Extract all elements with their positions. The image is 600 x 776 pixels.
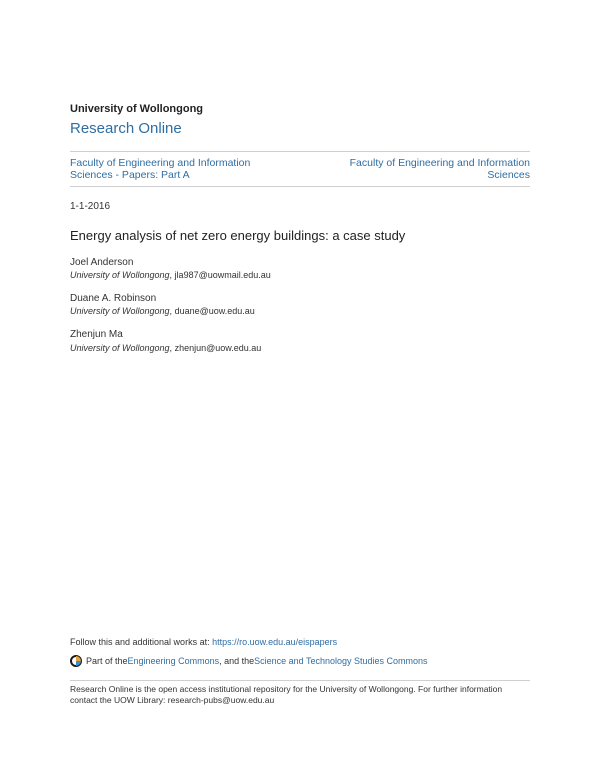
collection-link-left[interactable] (70, 157, 300, 181)
follow-line (70, 637, 337, 647)
footer-line2: contact the UOW Library: research-pubs@uow.edu.au (70, 695, 275, 705)
part-of-middle: , and the (219, 656, 255, 666)
network-commons-icon (70, 655, 82, 667)
part-of-line (70, 655, 428, 667)
divider-bottom (70, 680, 530, 681)
paper-title: Energy analysis of net zero energy buildings: a case study (70, 228, 406, 243)
author-affiliation: University of Wollongong, jla987@uowmail.edu.au (70, 270, 271, 280)
divider-middle (70, 186, 530, 187)
author-institution: University of Wollongong (70, 270, 170, 280)
author-institution: University of Wollongong (70, 343, 170, 353)
part-of-prefix: Part of the (86, 656, 128, 666)
collection-left-line1: Faculty of Engineering and Information (70, 157, 251, 169)
collection-right-line1: Faculty of Engineering and Information (349, 157, 530, 169)
author-affiliation: University of Wollongong, duane@uow.edu.au (70, 306, 255, 316)
collection-right-line2: Sciences (487, 169, 530, 181)
collection-left-line2: Sciences - Papers: Part A (70, 169, 190, 181)
author-name: Joel Anderson (70, 257, 134, 268)
follow-url-link[interactable]: https://ro.uow.edu.au/eispapers (212, 637, 338, 647)
collection-link-right[interactable] (320, 157, 530, 181)
follow-text: Follow this and additional works at: (70, 637, 213, 647)
author-institution: University of Wollongong (70, 306, 170, 316)
university-name: University of Wollongong (70, 103, 204, 115)
author-email[interactable]: zhenjun@uow.edu.au (174, 343, 262, 353)
author-name: Duane A. Robinson (70, 293, 157, 304)
footer-notice (70, 684, 530, 706)
research-online-link[interactable]: Research Online (70, 120, 182, 137)
engineering-commons-link[interactable]: Engineering Commons (127, 656, 220, 666)
footer-line1: Research Online is the open access institutional repository for the University of Wollongong. For further information (70, 684, 503, 694)
divider-top (70, 151, 530, 152)
author-affiliation: University of Wollongong, zhenjun@uow.edu.au (70, 343, 262, 353)
author-email[interactable]: jla987@uowmail.edu.au (174, 270, 271, 280)
sts-commons-link[interactable]: Science and Technology Studies Commons (254, 656, 428, 666)
author-email[interactable]: duane@uow.edu.au (174, 306, 255, 316)
author-name: Zhenjun Ma (70, 329, 123, 340)
publication-date: 1-1-2016 (70, 201, 111, 212)
